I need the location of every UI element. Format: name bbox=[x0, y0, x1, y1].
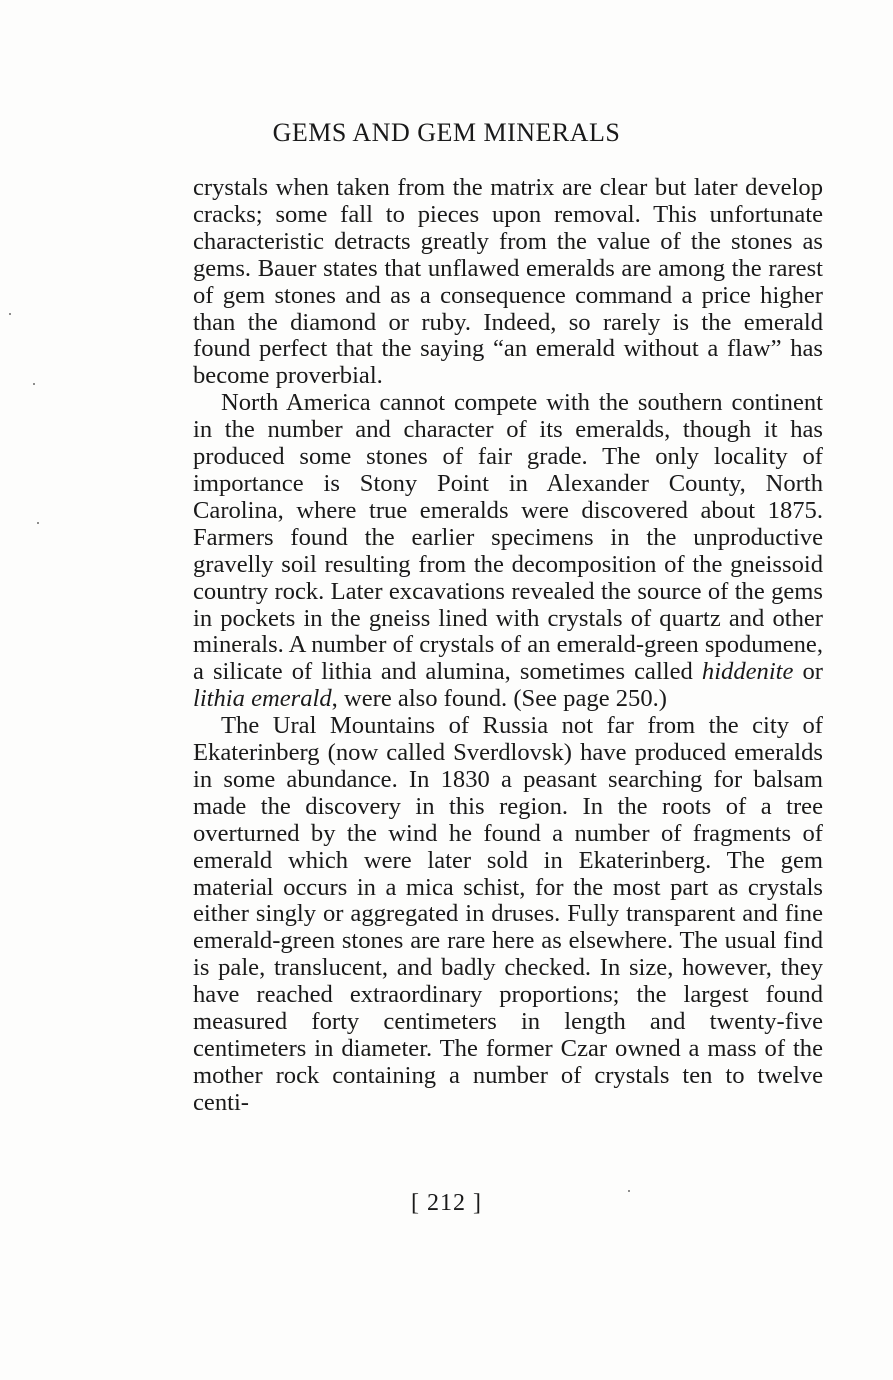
page-number: [ 212 ] bbox=[411, 1190, 482, 1216]
paragraph-text: North America cannot compete with the southern continent in the number and character of its emeralds, though it has produced some stones of fair grade. The only locality of importance is Stony Point in Alexander County, North Carolina, where true emeralds were discovered about 1875. Farmers found the earlier specimens in the unproductive gravelly soil resulting from the decomposition of the gneissoid country rock. Later excavations revealed the source of the gems in pockets in the gneiss lined with crystals of quartz and other minerals. A number of crystals of an emerald-green spodumene, a silicate of lithia and alumina, sometimes called bbox=[193, 389, 823, 686]
paragraph-text: , were also found. (See page 250.) bbox=[331, 685, 667, 713]
paragraph bbox=[193, 175, 823, 390]
italic-term: lithia emerald bbox=[193, 685, 332, 713]
paragraph-text: or bbox=[793, 658, 823, 686]
print-speck bbox=[628, 1190, 630, 1192]
print-speck bbox=[33, 383, 35, 385]
paragraph bbox=[193, 390, 823, 713]
italic-term: hiddenite bbox=[701, 658, 794, 686]
print-speck bbox=[9, 313, 11, 315]
paragraph-text: The Ural Mountains of Russia not far from the city of Ekaterinberg (now called Sverdlovsk) have produced emeralds in some abundance. In 1830 a peasant searching for balsam made the discovery in this region. In the roots of a tree overturned by the wind he found a number of fragments of emerald which were later sold in Ekaterinberg. The gem material occurs in a mica schist, for the most part as crystals either singly or aggregated in druses. Fully transparent and fine emerald-green stones are rare here as elsewhere. The usual find is pale, translucent, and badly checked. In size, however, they have reached extraordinary proportions; the largest found measured forty centimeters in length and twenty-five centimeters in diameter. The former Czar owned a mass of the mother rock containing a number of crystals ten to twelve centi- bbox=[193, 712, 823, 1116]
running-head: GEMS AND GEM MINERALS bbox=[272, 118, 621, 147]
paragraph bbox=[193, 713, 823, 1117]
paragraph-text: crystals when taken from the matrix are clear but later develop cracks; some fall to pieces upon removal. This unfortunate characteristic detracts greatly from the value of the stones as gems. Bauer states that unflawed emeralds are among the rarest of gem stones and as a consequence command a price higher than the diamond or ruby. Indeed, so rarely is the emerald found perfect that the saying “an emerald without a flaw” has become proverbial. bbox=[193, 174, 823, 390]
body-text bbox=[193, 175, 823, 1117]
print-speck bbox=[37, 522, 39, 524]
